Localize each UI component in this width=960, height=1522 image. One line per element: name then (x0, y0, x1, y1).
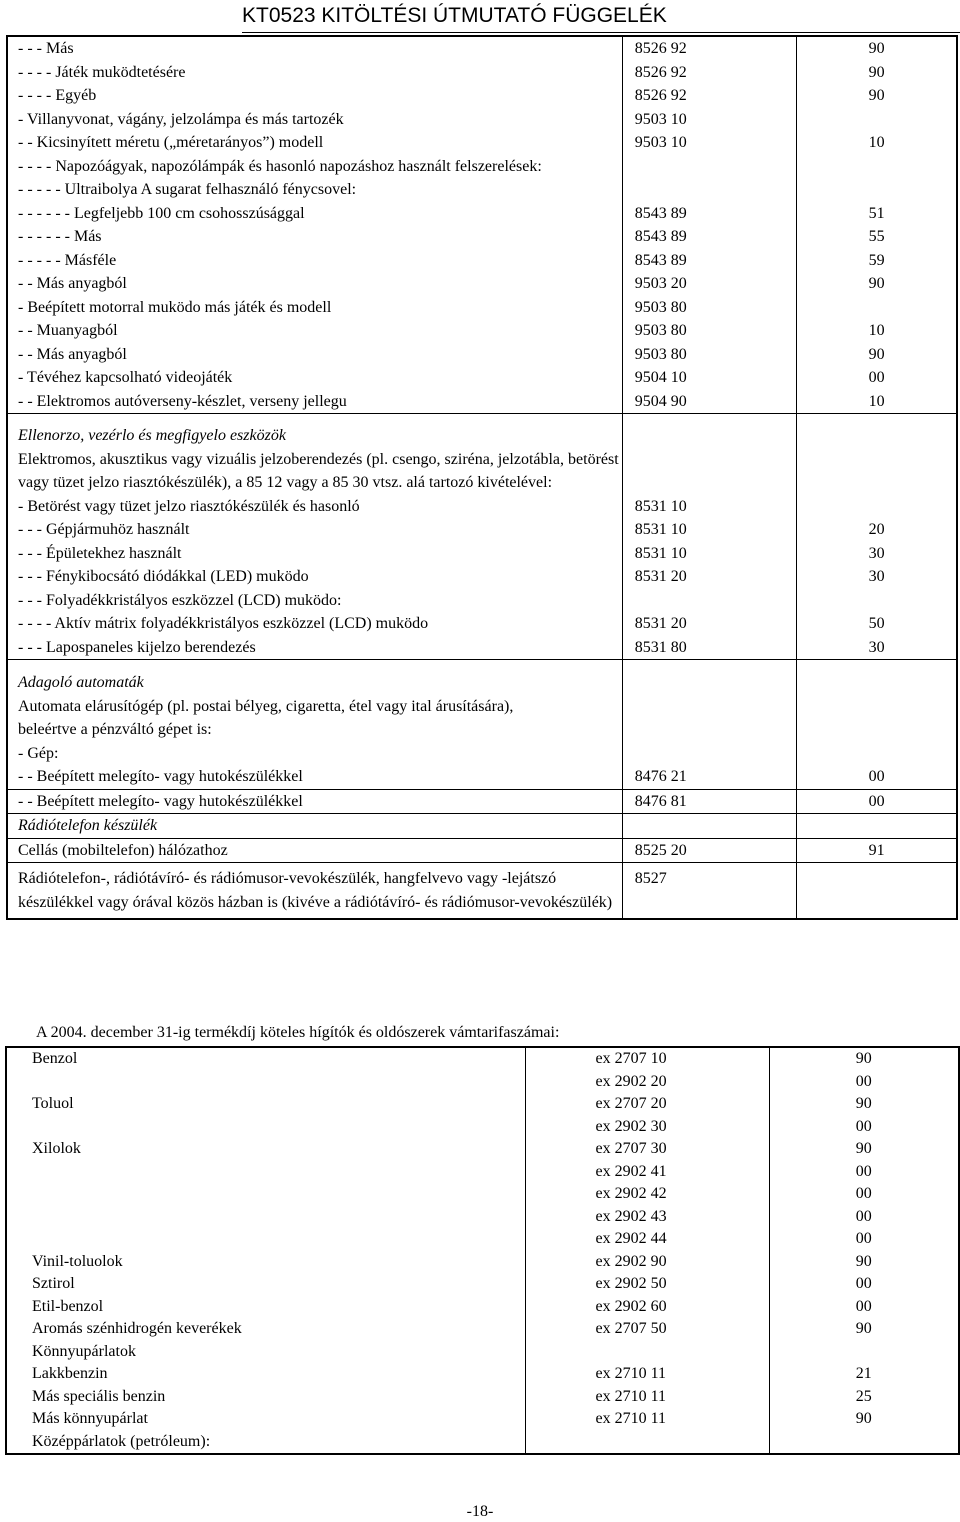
item-code (622, 814, 796, 839)
item-subcode: 10 (797, 319, 957, 343)
solvent-code (525, 1431, 769, 1455)
solvent-code: ex 2902 41 (525, 1161, 769, 1184)
item-code: 8476 81 (622, 789, 796, 814)
item-code: 8531 20 (622, 612, 796, 636)
solvent-name: Sztirol (32, 1275, 75, 1292)
item-code (622, 178, 796, 202)
table-row (7, 518, 957, 542)
item-code: 8526 92 (622, 36, 796, 61)
item-code: 8527 (622, 863, 796, 920)
item-subcode (797, 495, 957, 519)
item-code: 8526 92 (622, 61, 796, 85)
item-label: - - - - - Ultraibolya A sugarat felhasználó fénycsovel: (18, 181, 357, 198)
item-label: - - Más anyagból (18, 345, 127, 363)
solvent-code: ex 2902 20 (525, 1071, 769, 1094)
item-subcode: 91 (797, 838, 957, 863)
solvent-code: ex 2707 50 (525, 1318, 769, 1341)
solvent-name: Toluol (32, 1095, 74, 1112)
item-label: - - - Más (18, 40, 74, 57)
table-row (7, 36, 957, 61)
solvent-subcode: 21 (769, 1363, 959, 1386)
item-label: - - Beépített melegíto- vagy hutokészülékkel (7, 789, 622, 814)
table-row (7, 61, 957, 85)
item-code: 9503 80 (622, 343, 796, 367)
table-row (6, 1296, 959, 1319)
item-code: 9504 90 (622, 390, 796, 414)
table-row (6, 1183, 959, 1206)
item-subcode (797, 814, 957, 839)
solvent-name: Lakkbenzin (32, 1365, 108, 1382)
item-code: 8526 92 (622, 84, 796, 108)
table-row (7, 202, 957, 226)
table-row (6, 1138, 959, 1161)
solvent-subcode: 25 (769, 1386, 959, 1409)
table-row (7, 636, 957, 660)
item-label: - Betörést vagy tüzet jelzo riasztókészülék és hasonló (18, 497, 360, 515)
item-subcode: 00 (797, 789, 957, 814)
item-label: - Beépített motorral muködo más játék és modell (18, 298, 332, 316)
solvent-subcode: 00 (769, 1071, 959, 1094)
solvent-code: ex 2707 10 (525, 1047, 769, 1071)
item-code: 8531 10 (622, 518, 796, 542)
item-label: - Gép: (18, 744, 59, 762)
table-row (7, 225, 957, 249)
item-code: 8531 20 (622, 565, 796, 589)
page-header: KT0523 KITÖLTÉSI ÚTMUTATÓ FÜGGELÉK (242, 2, 960, 33)
item-label: - - Beépített melegíto- vagy hutokészülékkel (18, 768, 303, 785)
table-row (7, 789, 957, 814)
solvent-subcode: 90 (769, 1138, 959, 1161)
item-subcode (797, 589, 957, 613)
table-row (7, 319, 957, 343)
table-row (7, 612, 957, 636)
item-code: 8543 89 (622, 249, 796, 273)
table-row (6, 1206, 959, 1229)
item-subcode: 59 (797, 249, 957, 273)
item-code: 8543 89 (622, 202, 796, 226)
item-label: - Villanyvonat, vágány, jelzolámpa és más tartozék (18, 110, 344, 128)
table-row (7, 565, 957, 589)
solvent-name: Etil-benzol (32, 1297, 104, 1315)
solvent-section-intro: A 2004. december 31-ig termékdíj köteles hígítók és oldószerek vámtarifaszámai: (36, 1024, 560, 1041)
table-row (7, 155, 957, 179)
table-row (7, 448, 957, 495)
solvent-name: Más könnyupárlat (32, 1410, 148, 1427)
table-row (6, 1386, 959, 1409)
item-subcode (797, 108, 957, 132)
item-subcode: 90 (797, 61, 957, 85)
item-label: - - - - - Másféle (18, 251, 117, 269)
item-subcode: 30 (797, 542, 957, 566)
table-row (7, 542, 957, 566)
solvent-subcode: 90 (769, 1408, 959, 1431)
item-code: 8531 10 (622, 495, 796, 519)
table-row (7, 249, 957, 273)
solvent-name: Benzol (32, 1050, 78, 1067)
table-row (6, 1251, 959, 1274)
solvent-code: ex 2902 90 (525, 1251, 769, 1274)
solvent-name: Más speciális benzin (32, 1387, 166, 1405)
solvent-subcode: 90 (769, 1047, 959, 1071)
solvent-code: ex 2710 11 (525, 1363, 769, 1386)
solvent-subcode: 00 (769, 1273, 959, 1296)
solvent-code: ex 2902 43 (525, 1206, 769, 1229)
item-subcode: 55 (797, 225, 957, 249)
solvent-code: ex 2707 30 (525, 1138, 769, 1161)
item-label: - - - - Játék muködtetésére (18, 63, 186, 81)
solvent-code: ex 2707 20 (525, 1093, 769, 1116)
solvent-code: ex 2902 50 (525, 1273, 769, 1296)
table-row (7, 84, 957, 108)
item-code: 9503 80 (622, 296, 796, 320)
table-row (7, 838, 957, 863)
table-row (6, 1161, 959, 1184)
item-label: - - - Gépjármuhöz használt (18, 521, 190, 538)
item-code (622, 589, 796, 613)
item-label: Automata elárusítógép (pl. postai bélyeg, cigaretta, étel vagy ital árusítására), beleértve a pénzváltó gépet is: (18, 697, 514, 738)
table-row (7, 742, 957, 766)
solvent-subcode: 00 (769, 1296, 959, 1319)
item-label: Rádiótelefon-, rádiótávíró- és rádiómusor-vevokészülék, hangfelvevo vagy -lejátszó készülékkel vagy órával közös házban is (kivéve a rádiótávíró- és rádiómusor-vevokészülék) (7, 863, 622, 920)
table-row (6, 1047, 959, 1071)
solvent-subcode (769, 1431, 959, 1455)
tariff-table (6, 35, 958, 920)
solvent-subcode: 00 (769, 1161, 959, 1184)
table-row (6, 1431, 959, 1455)
table-row (6, 1341, 959, 1364)
item-label: Elektromos, akusztikus vagy vizuális jelzoberendezés (pl. csengo, sziréna, jelzotábla, betörést vagy tüzet jelzo riasztókészülék), a 85 12 vagy a 85 30 vtsz. alá tartozó kivételével: (18, 450, 619, 491)
solvent-name (6, 1116, 525, 1139)
table-row (7, 589, 957, 613)
solvent-code: ex 2902 60 (525, 1296, 769, 1319)
solvent-subcode: 90 (769, 1251, 959, 1274)
item-subcode (797, 155, 957, 179)
table-row (7, 108, 957, 132)
item-code: 9503 20 (622, 272, 796, 296)
item-code: 8531 10 (622, 542, 796, 566)
item-label: - Tévéhez kapcsolható videojáték (18, 369, 233, 386)
solvent-name: Xilolok (32, 1140, 81, 1157)
item-subcode: 90 (797, 272, 957, 296)
item-subcode: 30 (797, 636, 957, 660)
solvent-subcode: 90 (769, 1318, 959, 1341)
solvent-name (6, 1206, 525, 1229)
section-heading-row (7, 414, 957, 448)
table-row (6, 1273, 959, 1296)
solvent-code: ex 2710 11 (525, 1408, 769, 1431)
section-heading: Rádiótelefon készülék (7, 814, 622, 839)
item-code: 8543 89 (622, 225, 796, 249)
table-row (7, 495, 957, 519)
item-code: 9503 80 (622, 319, 796, 343)
item-subcode: 90 (797, 36, 957, 61)
item-subcode (797, 448, 957, 495)
solvent-subcode (769, 1341, 959, 1364)
solvent-code: ex 2902 44 (525, 1228, 769, 1251)
table-row (7, 343, 957, 367)
item-subcode (797, 863, 957, 920)
solvent-name (6, 1161, 525, 1184)
item-label: - - Muanyagból (18, 322, 118, 339)
section-heading-row (7, 814, 957, 839)
item-code (622, 742, 796, 766)
item-code: 9503 10 (622, 108, 796, 132)
solvent-name (6, 1183, 525, 1206)
section-heading: Adagoló automaták (7, 660, 622, 695)
item-label: - - - - Napozóágyak, napozólámpák és hasonló napozáshoz használt felszerelések: (18, 157, 542, 175)
item-code: 9503 10 (622, 131, 796, 155)
solvent-code: ex 2902 42 (525, 1183, 769, 1206)
item-code: 9504 10 (622, 366, 796, 390)
item-code: 8525 20 (622, 838, 796, 863)
table-row (6, 1363, 959, 1386)
table-row (7, 863, 957, 920)
table-row (7, 131, 957, 155)
table-row (7, 390, 957, 414)
solvent-code: ex 2710 11 (525, 1386, 769, 1409)
table-row (7, 695, 957, 742)
item-code: 8476 21 (622, 765, 796, 789)
solvent-name (6, 1071, 525, 1094)
solvent-name: Könnyupárlatok (32, 1342, 136, 1360)
solvent-name: Vinil-toluolok (32, 1252, 123, 1270)
item-subcode (797, 296, 957, 320)
item-subcode (797, 695, 957, 742)
solvent-tariff-table (5, 1046, 960, 1455)
table-row (7, 178, 957, 202)
solvent-subcode: 00 (769, 1183, 959, 1206)
item-subcode: 10 (797, 390, 957, 414)
item-subcode: 20 (797, 518, 957, 542)
solvent-subcode: 00 (769, 1206, 959, 1229)
item-subcode (797, 414, 957, 448)
item-subcode (797, 742, 957, 766)
table-row (6, 1318, 959, 1341)
solvent-name: Középpárlatok (petróleum): (32, 1432, 211, 1450)
table-row (6, 1228, 959, 1251)
section-heading-row (7, 660, 957, 695)
item-subcode: 00 (797, 366, 957, 390)
item-code (622, 660, 796, 695)
item-code (622, 695, 796, 742)
item-label: - - Kicsinyített méretu („méretarányos”) modell (18, 134, 324, 151)
item-code (622, 155, 796, 179)
table-row (6, 1093, 959, 1116)
item-label: - - - - - - Legfeljebb 100 cm csohosszúsággal (18, 204, 305, 222)
item-subcode: 50 (797, 612, 957, 636)
item-label: - - Elektromos autóverseny-készlet, verseny jellegu (18, 392, 347, 410)
table-row (7, 765, 957, 789)
item-subcode: 30 (797, 565, 957, 589)
solvent-code (525, 1341, 769, 1364)
table-row (7, 366, 957, 390)
item-subcode: 90 (797, 84, 957, 108)
item-label: - - - Fénykibocsátó diódákkal (LED) muködo (18, 568, 309, 585)
solvent-subcode: 90 (769, 1093, 959, 1116)
solvent-subcode: 00 (769, 1116, 959, 1139)
item-subcode: 51 (797, 202, 957, 226)
item-subcode: 90 (797, 343, 957, 367)
item-label: - - - Lapospaneles kijelzo berendezés (18, 638, 256, 656)
item-subcode (797, 178, 957, 202)
item-label: - - - - Aktív mátrix folyadékkristályos eszközzel (LCD) muködo (18, 615, 429, 632)
table-row (7, 272, 957, 296)
item-label: - - - Épületekhez használt (18, 544, 182, 562)
solvent-name: Aromás szénhidrogén keverékek (32, 1320, 242, 1337)
item-code (622, 414, 796, 448)
item-label: - - Más anyagból (18, 275, 127, 292)
item-subcode (797, 660, 957, 695)
item-label: - - - Folyadékkristályos eszközzel (LCD) muködo: (18, 591, 342, 609)
table-row (6, 1408, 959, 1431)
table-row (6, 1116, 959, 1139)
item-subcode: 00 (797, 765, 957, 789)
section-heading: Ellenorzo, vezérlo és megfigyelo eszközök (7, 414, 622, 448)
solvent-subcode: 00 (769, 1228, 959, 1251)
solvent-name (6, 1228, 525, 1251)
item-code: 8531 80 (622, 636, 796, 660)
item-label: - - - - - - Más (18, 228, 102, 245)
item-label: Cellás (mobiltelefon) hálózathoz (7, 838, 622, 863)
item-label: - - - - Egyéb (18, 87, 97, 104)
item-subcode: 10 (797, 131, 957, 155)
page-number: -18- (466, 1503, 494, 1520)
item-code (622, 448, 796, 495)
solvent-code: ex 2902 30 (525, 1116, 769, 1139)
table-row (7, 296, 957, 320)
table-row (6, 1071, 959, 1094)
